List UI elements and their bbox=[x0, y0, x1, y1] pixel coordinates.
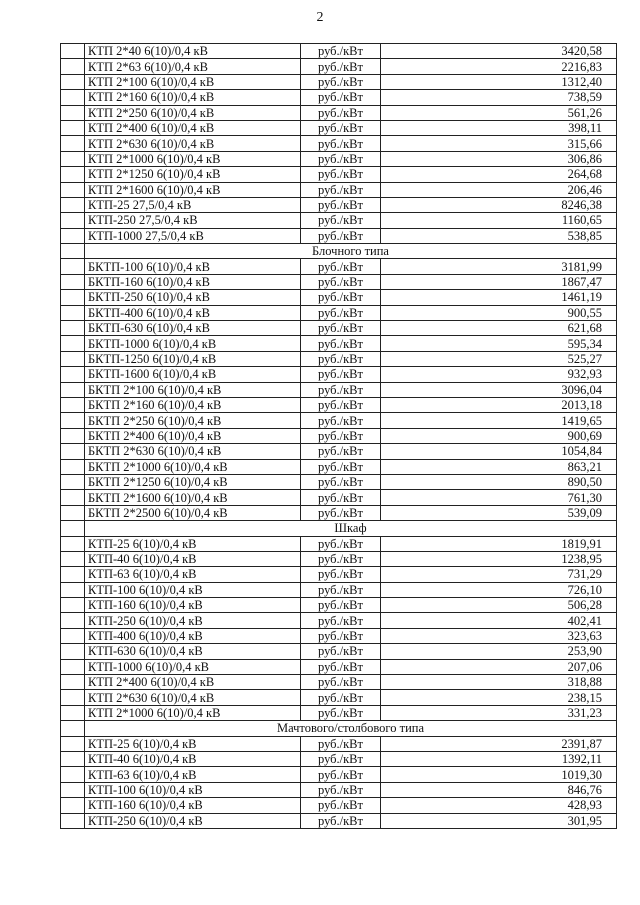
item-name-cell: КТП-250 6(10)/0,4 кВ bbox=[85, 613, 301, 628]
table-row bbox=[61, 536, 617, 551]
table-row bbox=[61, 413, 617, 428]
item-name-cell: КТП 2*400 6(10)/0,4 кВ bbox=[85, 120, 301, 135]
table-row bbox=[61, 474, 617, 489]
item-name-cell: КТП-630 6(10)/0,4 кВ bbox=[85, 644, 301, 659]
item-name-cell: БКТП-100 6(10)/0,4 кВ bbox=[85, 259, 301, 274]
unit-cell: руб./кВт bbox=[301, 459, 381, 474]
price-cell: 1312,40 bbox=[381, 74, 617, 89]
item-name-cell: КТП-1000 6(10)/0,4 кВ bbox=[85, 659, 301, 674]
unit-cell: руб./кВт bbox=[301, 274, 381, 289]
unit-cell: руб./кВт bbox=[301, 551, 381, 566]
row-number-cell bbox=[61, 813, 85, 828]
row-number-cell bbox=[61, 582, 85, 597]
row-number-cell bbox=[61, 259, 85, 274]
table-row bbox=[61, 120, 617, 135]
item-name-cell: КТП-160 6(10)/0,4 кВ bbox=[85, 598, 301, 613]
row-number-cell bbox=[61, 598, 85, 613]
item-name-cell: КТП-25 6(10)/0,4 кВ bbox=[85, 536, 301, 551]
unit-cell: руб./кВт bbox=[301, 490, 381, 505]
table-row bbox=[61, 751, 617, 766]
unit-cell: руб./кВт bbox=[301, 259, 381, 274]
table-row bbox=[61, 644, 617, 659]
row-number-cell bbox=[61, 397, 85, 412]
row-number-cell bbox=[61, 59, 85, 74]
unit-cell: руб./кВт bbox=[301, 74, 381, 89]
table-row bbox=[61, 767, 617, 782]
unit-cell: руб./кВт bbox=[301, 151, 381, 166]
price-cell: 1392,11 bbox=[381, 751, 617, 766]
unit-cell: руб./кВт bbox=[301, 228, 381, 243]
table-row bbox=[61, 628, 617, 643]
table-row bbox=[61, 567, 617, 582]
price-cell: 3096,04 bbox=[381, 382, 617, 397]
row-number-cell bbox=[61, 167, 85, 182]
row-number-cell bbox=[61, 274, 85, 289]
table-row bbox=[61, 90, 617, 105]
table-row bbox=[61, 490, 617, 505]
item-name-cell: БКТП 2*160 6(10)/0,4 кВ bbox=[85, 397, 301, 412]
row-number-cell bbox=[61, 459, 85, 474]
item-name-cell: КТП 2*160 6(10)/0,4 кВ bbox=[85, 90, 301, 105]
item-name-cell: КТП 2*1000 6(10)/0,4 кВ bbox=[85, 151, 301, 166]
table-row bbox=[61, 444, 617, 459]
item-name-cell: БКТП-1000 6(10)/0,4 кВ bbox=[85, 336, 301, 351]
price-cell: 1419,65 bbox=[381, 413, 617, 428]
item-name-cell: БКТП-1250 6(10)/0,4 кВ bbox=[85, 351, 301, 366]
unit-cell: руб./кВт bbox=[301, 197, 381, 212]
row-number-cell bbox=[61, 105, 85, 120]
item-name-cell: КТП 2*63 6(10)/0,4 кВ bbox=[85, 59, 301, 74]
table-row bbox=[61, 336, 617, 351]
item-name-cell: БКТП-630 6(10)/0,4 кВ bbox=[85, 321, 301, 336]
item-name-cell: БКТП 2*1600 6(10)/0,4 кВ bbox=[85, 490, 301, 505]
price-cell: 207,06 bbox=[381, 659, 617, 674]
price-cell: 900,55 bbox=[381, 305, 617, 320]
row-number-cell bbox=[61, 613, 85, 628]
unit-cell: руб./кВт bbox=[301, 382, 381, 397]
price-cell: 1867,47 bbox=[381, 274, 617, 289]
item-name-cell: БКТП 2*1250 6(10)/0,4 кВ bbox=[85, 474, 301, 489]
price-cell: 731,29 bbox=[381, 567, 617, 582]
price-cell: 738,59 bbox=[381, 90, 617, 105]
table-row bbox=[61, 659, 617, 674]
price-cell: 331,23 bbox=[381, 705, 617, 720]
section-row bbox=[61, 244, 617, 259]
item-name-cell: КТП-1000 27,5/0,4 кВ bbox=[85, 228, 301, 243]
price-cell: 525,27 bbox=[381, 351, 617, 366]
unit-cell: руб./кВт bbox=[301, 367, 381, 382]
price-cell: 1238,95 bbox=[381, 551, 617, 566]
row-number-cell bbox=[61, 197, 85, 212]
price-cell: 402,41 bbox=[381, 613, 617, 628]
row-number-cell bbox=[61, 644, 85, 659]
table-row bbox=[61, 736, 617, 751]
unit-cell: руб./кВт bbox=[301, 305, 381, 320]
table-row bbox=[61, 582, 617, 597]
unit-cell: руб./кВт bbox=[301, 444, 381, 459]
unit-cell: руб./кВт bbox=[301, 690, 381, 705]
table-row bbox=[61, 813, 617, 828]
row-number-cell bbox=[61, 244, 85, 259]
price-cell: 2013,18 bbox=[381, 397, 617, 412]
unit-cell: руб./кВт bbox=[301, 90, 381, 105]
unit-cell: руб./кВт bbox=[301, 675, 381, 690]
item-name-cell: КТП 2*100 6(10)/0,4 кВ bbox=[85, 74, 301, 89]
table-row bbox=[61, 305, 617, 320]
price-cell: 306,86 bbox=[381, 151, 617, 166]
item-name-cell: КТП-25 6(10)/0,4 кВ bbox=[85, 736, 301, 751]
price-cell: 206,46 bbox=[381, 182, 617, 197]
table-row bbox=[61, 321, 617, 336]
table-row bbox=[61, 367, 617, 382]
row-number-cell bbox=[61, 444, 85, 459]
table-row bbox=[61, 351, 617, 366]
table-row bbox=[61, 136, 617, 151]
row-number-cell bbox=[61, 659, 85, 674]
item-name-cell: БКТП-400 6(10)/0,4 кВ bbox=[85, 305, 301, 320]
row-number-cell bbox=[61, 182, 85, 197]
section-row bbox=[61, 521, 617, 536]
unit-cell: руб./кВт bbox=[301, 567, 381, 582]
price-cell: 561,26 bbox=[381, 105, 617, 120]
unit-cell: руб./кВт bbox=[301, 474, 381, 489]
item-name-cell: КТП-40 6(10)/0,4 кВ bbox=[85, 751, 301, 766]
price-cell: 539,09 bbox=[381, 505, 617, 520]
unit-cell: руб./кВт bbox=[301, 598, 381, 613]
price-cell: 890,50 bbox=[381, 474, 617, 489]
price-cell: 900,69 bbox=[381, 428, 617, 443]
unit-cell: руб./кВт bbox=[301, 44, 381, 59]
section-heading: Мачтового/столбового типа bbox=[85, 721, 617, 736]
table-row bbox=[61, 197, 617, 212]
item-name-cell: КТП-250 6(10)/0,4 кВ bbox=[85, 813, 301, 828]
section-heading: Шкаф bbox=[85, 521, 617, 536]
unit-cell: руб./кВт bbox=[301, 782, 381, 797]
row-number-cell bbox=[61, 90, 85, 105]
row-number-cell bbox=[61, 44, 85, 59]
row-number-cell bbox=[61, 474, 85, 489]
unit-cell: руб./кВт bbox=[301, 182, 381, 197]
price-cell: 3181,99 bbox=[381, 259, 617, 274]
row-number-cell bbox=[61, 521, 85, 536]
row-number-cell bbox=[61, 336, 85, 351]
item-name-cell: КТП-250 27,5/0,4 кВ bbox=[85, 213, 301, 228]
unit-cell: руб./кВт bbox=[301, 59, 381, 74]
table-row bbox=[61, 598, 617, 613]
table-row bbox=[61, 290, 617, 305]
unit-cell: руб./кВт bbox=[301, 290, 381, 305]
row-number-cell bbox=[61, 213, 85, 228]
row-number-cell bbox=[61, 721, 85, 736]
table-row bbox=[61, 228, 617, 243]
item-name-cell: БКТП 2*630 6(10)/0,4 кВ bbox=[85, 444, 301, 459]
row-number-cell bbox=[61, 551, 85, 566]
item-name-cell: КТП-160 6(10)/0,4 кВ bbox=[85, 798, 301, 813]
item-name-cell: БКТП 2*250 6(10)/0,4 кВ bbox=[85, 413, 301, 428]
price-cell: 8246,38 bbox=[381, 197, 617, 212]
price-cell: 506,28 bbox=[381, 598, 617, 613]
unit-cell: руб./кВт bbox=[301, 428, 381, 443]
page-number: 2 bbox=[316, 10, 324, 25]
unit-cell: руб./кВт bbox=[301, 505, 381, 520]
item-name-cell: КТП 2*1250 6(10)/0,4 кВ bbox=[85, 167, 301, 182]
unit-cell: руб./кВт bbox=[301, 120, 381, 135]
item-name-cell: БКТП 2*400 6(10)/0,4 кВ bbox=[85, 428, 301, 443]
table-row bbox=[61, 59, 617, 74]
table-row bbox=[61, 782, 617, 797]
row-number-cell bbox=[61, 74, 85, 89]
table-row bbox=[61, 675, 617, 690]
item-name-cell: БКТП 2*1000 6(10)/0,4 кВ bbox=[85, 459, 301, 474]
unit-cell: руб./кВт bbox=[301, 767, 381, 782]
table-row bbox=[61, 259, 617, 274]
unit-cell: руб./кВт bbox=[301, 813, 381, 828]
row-number-cell bbox=[61, 798, 85, 813]
table-row bbox=[61, 459, 617, 474]
unit-cell: руб./кВт bbox=[301, 798, 381, 813]
unit-cell: руб./кВт bbox=[301, 536, 381, 551]
row-number-cell bbox=[61, 567, 85, 582]
table-row bbox=[61, 182, 617, 197]
price-cell: 238,15 bbox=[381, 690, 617, 705]
price-cell: 253,90 bbox=[381, 644, 617, 659]
price-cell: 318,88 bbox=[381, 675, 617, 690]
price-cell: 846,76 bbox=[381, 782, 617, 797]
price-cell: 932,93 bbox=[381, 367, 617, 382]
unit-cell: руб./кВт bbox=[301, 213, 381, 228]
item-name-cell: БКТП-1600 6(10)/0,4 кВ bbox=[85, 367, 301, 382]
price-cell: 428,93 bbox=[381, 798, 617, 813]
item-name-cell: КТП-63 6(10)/0,4 кВ bbox=[85, 567, 301, 582]
item-name-cell: КТП 2*630 6(10)/0,4 кВ bbox=[85, 690, 301, 705]
row-number-cell bbox=[61, 705, 85, 720]
item-name-cell: КТП-400 6(10)/0,4 кВ bbox=[85, 628, 301, 643]
price-cell: 726,10 bbox=[381, 582, 617, 597]
row-number-cell bbox=[61, 351, 85, 366]
price-cell: 3420,58 bbox=[381, 44, 617, 59]
row-number-cell bbox=[61, 428, 85, 443]
row-number-cell bbox=[61, 228, 85, 243]
item-name-cell: КТП-100 6(10)/0,4 кВ bbox=[85, 582, 301, 597]
row-number-cell bbox=[61, 782, 85, 797]
unit-cell: руб./кВт bbox=[301, 167, 381, 182]
price-cell: 538,85 bbox=[381, 228, 617, 243]
row-number-cell bbox=[61, 413, 85, 428]
row-number-cell bbox=[61, 136, 85, 151]
item-name-cell: КТП-63 6(10)/0,4 кВ bbox=[85, 767, 301, 782]
row-number-cell bbox=[61, 151, 85, 166]
row-number-cell bbox=[61, 321, 85, 336]
table-row bbox=[61, 151, 617, 166]
table-row bbox=[61, 428, 617, 443]
table-row bbox=[61, 213, 617, 228]
table-row bbox=[61, 613, 617, 628]
row-number-cell bbox=[61, 305, 85, 320]
price-cell: 1819,91 bbox=[381, 536, 617, 551]
price-cell: 398,11 bbox=[381, 120, 617, 135]
row-number-cell bbox=[61, 536, 85, 551]
table-row bbox=[61, 44, 617, 59]
item-name-cell: БКТП-160 6(10)/0,4 кВ bbox=[85, 274, 301, 289]
unit-cell: руб./кВт bbox=[301, 628, 381, 643]
item-name-cell: КТП 2*250 6(10)/0,4 кВ bbox=[85, 105, 301, 120]
row-number-cell bbox=[61, 490, 85, 505]
unit-cell: руб./кВт bbox=[301, 751, 381, 766]
table-row bbox=[61, 167, 617, 182]
row-number-cell bbox=[61, 120, 85, 135]
unit-cell: руб./кВт bbox=[301, 413, 381, 428]
item-name-cell: КТП 2*1000 6(10)/0,4 кВ bbox=[85, 705, 301, 720]
item-name-cell: КТП 2*630 6(10)/0,4 кВ bbox=[85, 136, 301, 151]
unit-cell: руб./кВт bbox=[301, 659, 381, 674]
price-cell: 301,95 bbox=[381, 813, 617, 828]
price-cell: 1461,19 bbox=[381, 290, 617, 305]
price-cell: 595,34 bbox=[381, 336, 617, 351]
unit-cell: руб./кВт bbox=[301, 705, 381, 720]
price-cell: 323,63 bbox=[381, 628, 617, 643]
unit-cell: руб./кВт bbox=[301, 644, 381, 659]
unit-cell: руб./кВт bbox=[301, 582, 381, 597]
price-cell: 264,68 bbox=[381, 167, 617, 182]
row-number-cell bbox=[61, 675, 85, 690]
row-number-cell bbox=[61, 736, 85, 751]
row-number-cell bbox=[61, 751, 85, 766]
table-row bbox=[61, 505, 617, 520]
row-number-cell bbox=[61, 505, 85, 520]
item-name-cell: КТП-40 6(10)/0,4 кВ bbox=[85, 551, 301, 566]
unit-cell: руб./кВт bbox=[301, 336, 381, 351]
table-row bbox=[61, 798, 617, 813]
table-row bbox=[61, 690, 617, 705]
row-number-cell bbox=[61, 690, 85, 705]
item-name-cell: БКТП-250 6(10)/0,4 кВ bbox=[85, 290, 301, 305]
price-cell: 1160,65 bbox=[381, 213, 617, 228]
item-name-cell: БКТП 2*2500 6(10)/0,4 кВ bbox=[85, 505, 301, 520]
table-row bbox=[61, 105, 617, 120]
item-name-cell: КТП 2*400 6(10)/0,4 кВ bbox=[85, 675, 301, 690]
item-name-cell: КТП-100 6(10)/0,4 кВ bbox=[85, 782, 301, 797]
price-cell: 621,68 bbox=[381, 321, 617, 336]
unit-cell: руб./кВт bbox=[301, 736, 381, 751]
table-row bbox=[61, 74, 617, 89]
section-row bbox=[61, 721, 617, 736]
tariff-table-body bbox=[61, 44, 617, 829]
price-cell: 761,30 bbox=[381, 490, 617, 505]
price-cell: 1019,30 bbox=[381, 767, 617, 782]
table-row bbox=[61, 551, 617, 566]
item-name-cell: КТП 2*1600 6(10)/0,4 кВ bbox=[85, 182, 301, 197]
price-cell: 1054,84 bbox=[381, 444, 617, 459]
row-number-cell bbox=[61, 367, 85, 382]
row-number-cell bbox=[61, 767, 85, 782]
item-name-cell: КТП 2*40 6(10)/0,4 кВ bbox=[85, 44, 301, 59]
item-name-cell: БКТП 2*100 6(10)/0,4 кВ bbox=[85, 382, 301, 397]
unit-cell: руб./кВт bbox=[301, 613, 381, 628]
table-row bbox=[61, 705, 617, 720]
table-row bbox=[61, 397, 617, 412]
price-cell: 863,21 bbox=[381, 459, 617, 474]
unit-cell: руб./кВт bbox=[301, 397, 381, 412]
item-name-cell: КТП-25 27,5/0,4 кВ bbox=[85, 197, 301, 212]
unit-cell: руб./кВт bbox=[301, 105, 381, 120]
row-number-cell bbox=[61, 290, 85, 305]
price-cell: 2391,87 bbox=[381, 736, 617, 751]
price-cell: 2216,83 bbox=[381, 59, 617, 74]
table-row bbox=[61, 274, 617, 289]
unit-cell: руб./кВт bbox=[301, 321, 381, 336]
tariff-table bbox=[60, 43, 617, 829]
section-heading: Блочного типа bbox=[85, 244, 617, 259]
row-number-cell bbox=[61, 382, 85, 397]
table-row bbox=[61, 382, 617, 397]
unit-cell: руб./кВт bbox=[301, 351, 381, 366]
unit-cell: руб./кВт bbox=[301, 136, 381, 151]
price-cell: 315,66 bbox=[381, 136, 617, 151]
row-number-cell bbox=[61, 628, 85, 643]
